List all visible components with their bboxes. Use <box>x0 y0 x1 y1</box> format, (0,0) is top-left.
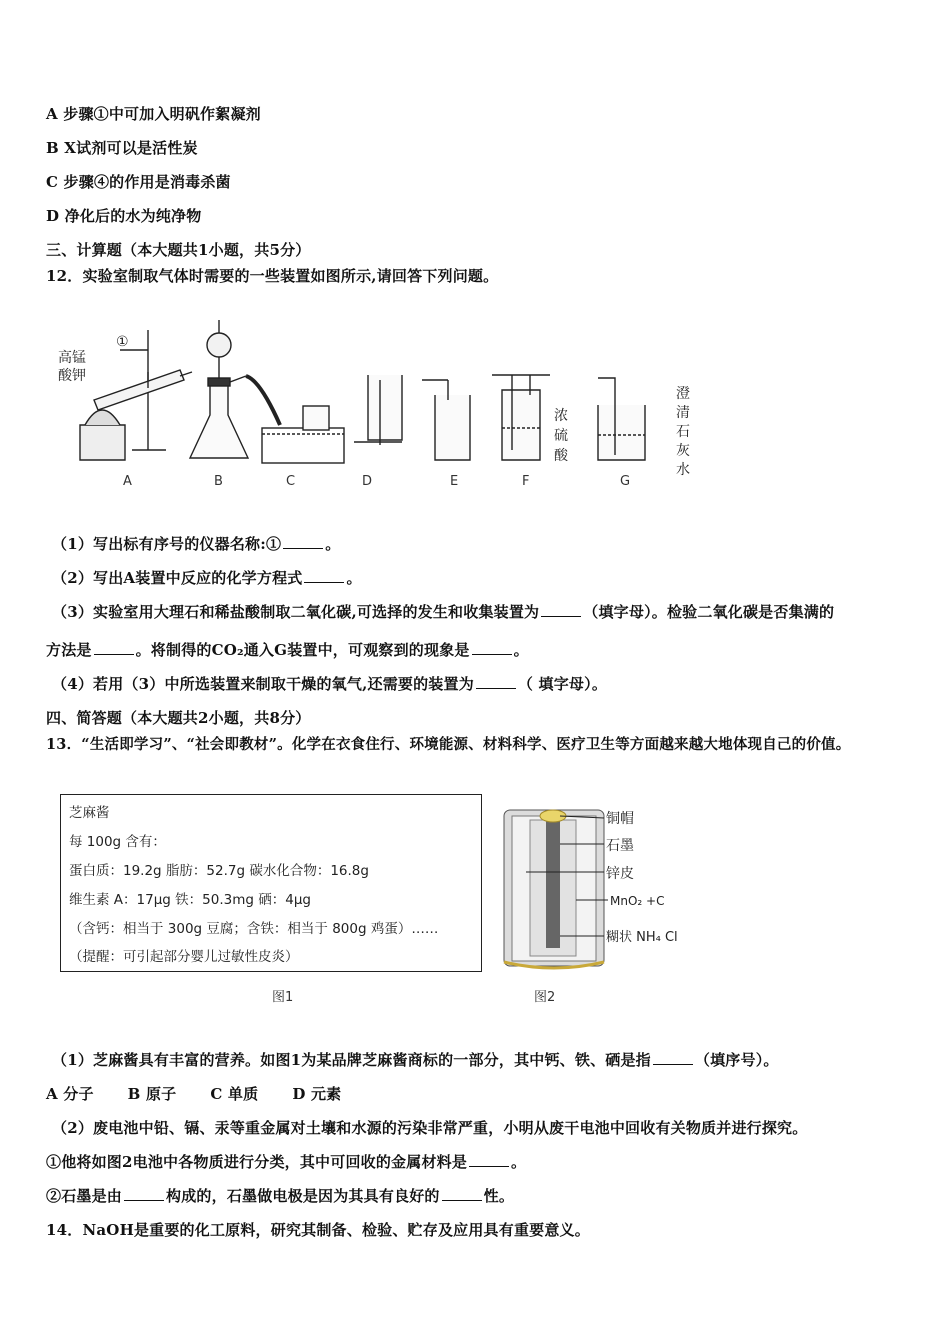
section3-heading: 三、计算题（本大题共1小题，共5分） <box>46 241 311 259</box>
label-lime-4: 灰 <box>676 443 690 459</box>
answer-blank[interactable] <box>541 604 581 617</box>
label-line5: （提醒：可引起部分婴儿过敏性皮炎） <box>69 949 299 965</box>
letter-b: B <box>214 474 223 489</box>
letter-g: G <box>620 474 631 489</box>
answer-blank[interactable] <box>653 1052 693 1065</box>
q12-3b: 方法是 。将制得的CO₂通入G装置中，可观察到的现象是 。 <box>46 641 529 659</box>
q13-2: （2）废电池中铅、镉、汞等重金属对土壤和水源的污染非常严重，小明从废干电池中回收有关物质并进行探究。 <box>52 1119 808 1137</box>
nutrition-label-box <box>60 794 482 972</box>
letter-e: E <box>450 474 459 489</box>
label-lime-2: 清 <box>676 405 690 421</box>
option-b: B X试剂可以是活性炭 <box>46 139 198 157</box>
letter-a: A <box>123 474 132 489</box>
battery-label-mno2: MnO₂ +C <box>610 894 665 908</box>
label-acid-1: 浓 <box>554 408 568 424</box>
letter-c: C <box>286 474 296 489</box>
label-acid-2: 硫 <box>554 428 568 444</box>
label-kmno4-1: 高锰 <box>58 350 86 366</box>
q14-stem: 14．NaOH是重要的化工原料，研究其制备、检验、贮存及应用具有重要意义。 <box>46 1221 590 1239</box>
answer-blank[interactable] <box>283 536 323 549</box>
q13-stem: 13．“生活即学习”、“社会即教材”。化学在衣食住行、环境能源、材料科学、医疗卫生等方面越来越大地体现自己的价值。 <box>46 736 851 753</box>
q13-2a: ①他将如图2电池中各物质进行分类，其中可回收的金属材料是 。 <box>46 1153 527 1171</box>
section4-heading: 四、简答题（本大题共2小题，共8分） <box>46 709 311 727</box>
option-d: D 净化后的水为纯净物 <box>46 207 202 225</box>
label-line3: 维生素 A：17μg 铁：50.3mg 硒：4μg <box>69 892 311 908</box>
option-element-substance: C 单质 <box>210 1085 259 1103</box>
battery-label-cap: 铜帽 <box>606 811 634 827</box>
answer-blank[interactable] <box>442 1188 482 1201</box>
letter-d: D <box>362 474 373 489</box>
label-line4: （含钙：相当于 300g 豆腐；含铁：相当于 800g 鸡蛋）…… <box>69 921 439 937</box>
option-a: A 步骤①中可加入明矾作絮凝剂 <box>46 105 261 123</box>
battery-label-graphite: 石墨 <box>606 838 634 854</box>
fig1-caption: 图1 <box>272 990 294 1005</box>
q12-stem: 12．实验室制取气体时需要的一些装置如图所示,请回答下列问题。 <box>46 267 499 285</box>
answer-blank[interactable] <box>124 1188 164 1201</box>
label-lime-5: 水 <box>676 462 690 478</box>
option-atom: B 原子 <box>127 1085 177 1103</box>
apparatus-figure <box>50 310 710 495</box>
option-element: D 元素 <box>292 1085 342 1103</box>
option-molecule: A 分子 <box>46 1085 94 1103</box>
battery-label-zinc: 锌皮 <box>606 866 634 882</box>
label-marker: ① <box>116 334 129 350</box>
q12-1: （1）写出标有序号的仪器名称:① 。 <box>52 535 341 553</box>
answer-blank[interactable] <box>469 1154 509 1167</box>
option-c: C 步骤④的作用是消毒杀菌 <box>46 173 231 191</box>
label-lime-1: 澄 <box>676 386 690 402</box>
label-kmno4-2: 酸钾 <box>58 368 86 384</box>
q13-1-options <box>46 1083 375 1104</box>
q13-2b: ②石墨是由 构成的，石墨做电极是因为其具有良好的 性。 <box>46 1187 515 1205</box>
q12-2: （2）写出A装置中反应的化学方程式 。 <box>52 569 362 587</box>
answer-blank[interactable] <box>472 642 512 655</box>
answer-blank[interactable] <box>304 570 344 583</box>
letter-f: F <box>522 474 530 489</box>
label-title: 芝麻酱 <box>69 805 110 821</box>
answer-blank[interactable] <box>476 676 516 689</box>
label-line2: 蛋白质：19.2g 脂肪：52.7g 碳水化合物：16.8g <box>69 863 369 879</box>
fig2-caption: 图2 <box>534 990 556 1005</box>
q13-1: （1）芝麻酱具有丰富的营养。如图1为某品牌芝麻酱商标的一部分，其中钙、铁、硒是指 （填序号）。 <box>52 1051 779 1069</box>
q12-3a: （3）实验室用大理石和稀盐酸制取二氧化碳,可选择的发生和收集装置为 （填字母）。检验二氧化碳是否集满的 <box>52 603 835 621</box>
battery-label-nh4cl: 糊状 NH₄ Cl <box>606 930 678 945</box>
answer-blank[interactable] <box>94 642 134 655</box>
battery-figure <box>500 796 700 974</box>
label-lime-3: 石 <box>676 424 690 440</box>
label-line1: 每 100g 含有： <box>69 834 166 850</box>
label-acid-3: 酸 <box>554 448 568 464</box>
q12-4: （4）若用（3）中所选装置来制取干燥的氧气,还需要的装置为 （ 填字母）。 <box>52 675 608 693</box>
